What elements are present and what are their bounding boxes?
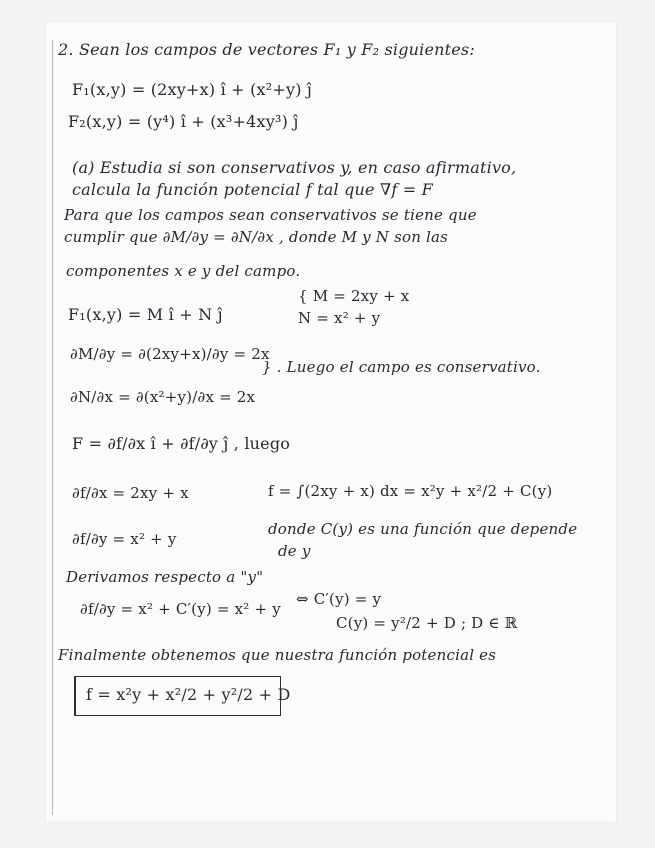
part-a-question-line2: calcula la función potencial f tal que ∇f = F: [72, 180, 433, 199]
field-decomposition: F₁(x,y) = M î + N ĵ: [68, 305, 223, 324]
part-a-question-line1: (a) Estudia si son conservativos y, en caso afirmativo,: [72, 158, 517, 177]
integral-f: f = ∫(2xy + x) dx = x²y + x²/2 + C(y): [268, 482, 553, 500]
derive-wrt-y: Derivamos respecto a "y": [66, 568, 264, 586]
final-statement: Finalmente obtenemos que nuestra función potencial es: [58, 646, 497, 664]
final-potential-function: f = x²y + x²/2 + y²/2 + D: [86, 685, 291, 704]
c-explanation-line2: de y: [278, 542, 311, 560]
c-explanation-line1: donde C(y) es una función que depende: [268, 520, 578, 538]
component-m: { M = 2xy + x: [298, 287, 410, 305]
margin-line: [52, 40, 53, 815]
c-prime-equation: ⇔ C′(y) = y: [296, 590, 382, 608]
partial-m-y: ∂M/∂y = ∂(2xy+x)/∂y = 2x: [70, 345, 270, 363]
condition-text-line3: componentes x e y del campo.: [66, 262, 301, 280]
condition-text-line1: Para que los campos sean conservativos se tiene que: [64, 206, 477, 224]
partial-f-y-derivation: ∂f/∂y = x² + C′(y) = x² + y: [80, 600, 281, 618]
field-f1-definition: F₁(x,y) = (2xy+x) î + (x²+y) ĵ: [72, 80, 313, 99]
problem-statement: 2. Sean los campos de vectores F₁ y F₂ siguientes:: [58, 40, 475, 59]
conservative-conclusion: } . Luego el campo es conservativo.: [262, 358, 541, 376]
gradient-definition: F = ∂f/∂x î + ∂f/∂y ĵ , luego: [72, 434, 291, 453]
partial-f-x: ∂f/∂x = 2xy + x: [72, 484, 189, 502]
condition-text-line2: cumplir que ∂M/∂y = ∂N/∂x , donde M y N son las: [64, 228, 449, 246]
field-f2-definition: F₂(x,y) = (y⁴) î + (x³+4xy³) ĵ: [68, 112, 299, 131]
c-solution: C(y) = y²/2 + D ; D ∈ ℝ: [336, 614, 518, 632]
component-n: N = x² + y: [298, 309, 381, 327]
partial-f-y: ∂f/∂y = x² + y: [72, 530, 177, 548]
partial-n-x: ∂N/∂x = ∂(x²+y)/∂x = 2x: [70, 388, 256, 406]
